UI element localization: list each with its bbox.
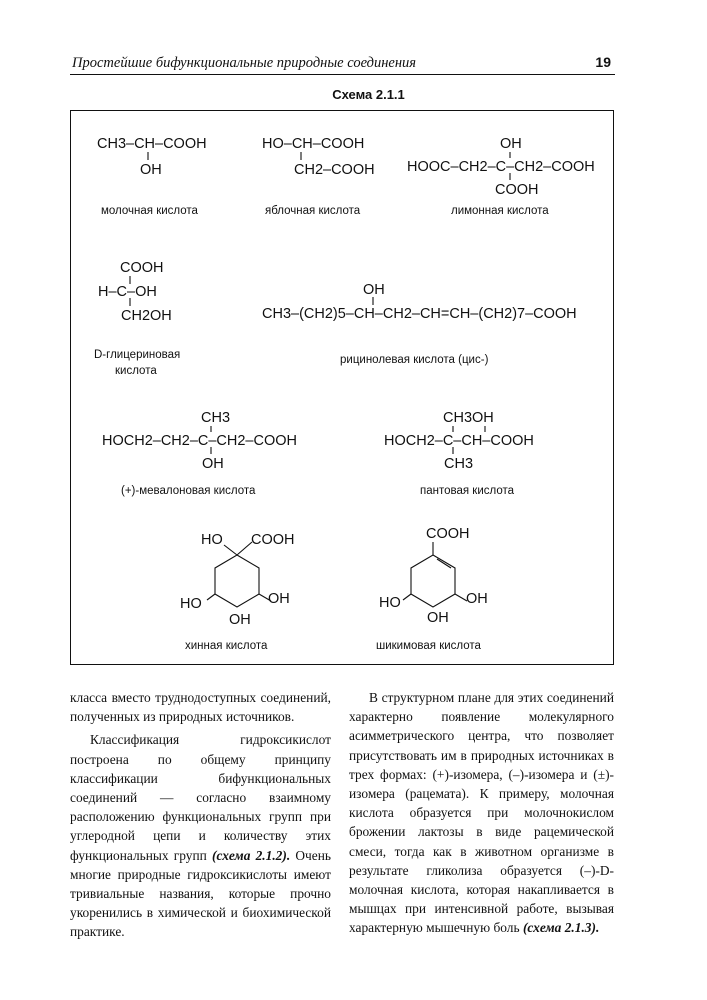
glyceric-middle: H–C–OH (98, 284, 157, 300)
mevalonic-name: (+)-мевалоновая кислота (121, 485, 256, 497)
glyceric-ch2oh: CH2OH (121, 308, 172, 324)
quinic-name: хинная кислота (185, 640, 268, 652)
citric-oh: OH (500, 136, 522, 152)
ricinoleic-oh: OH (363, 282, 385, 298)
citric-chain: HOOC–CH2–C–CH2–COOH (407, 159, 595, 175)
mevalonic-chain: HOCH2–CH2–C–CH2–COOH (102, 433, 297, 449)
right-paragraph-1-text: В структурном плане для этих соединений характерно появление молекулярного асимметрического центра, что позволяет присутствовать им в природных источниках в трех формах: (+)-изомера, (–)-изомера и (±)-изомера (рацемата). К примеру, молочная кислота образуется при молочнокислом брожении лактозы в виде рацемической смеси, тогда как в животном организме в результате гликолиза образуется (–)-D-молочная кислота, которая накапливается в мышцах при интенсивной работе, вызывая характерную мышечную боль (349, 690, 614, 936)
mevalonic-oh: OH (202, 456, 224, 472)
scheme-title: Схема 2.1.1 (332, 87, 405, 102)
quinic-ho-top: HO (201, 532, 223, 548)
lactic-chain: CH3–CH–COOH (97, 136, 207, 152)
glyceric-cooh: COOH (120, 260, 164, 276)
ricinoleic-name: рицинолевая кислота (цис-) (340, 354, 489, 366)
body-left-column (70, 688, 331, 942)
quinic-oh-right: OH (268, 591, 290, 607)
citric-name: лимонная кислота (451, 205, 549, 217)
lactic-name: молочная кислота (101, 205, 198, 217)
shikimic-ho-left: HO (379, 595, 401, 611)
body-right-column (349, 688, 614, 938)
running-title: Простейшие бифункциональные природные соединения (72, 55, 417, 71)
glyceric-name-1: D-глицериновая (94, 349, 181, 361)
glyceric-name-2: кислота (115, 365, 157, 377)
pantoic-ch3: CH3 (444, 456, 474, 472)
left-paragraph-1: класса вместо труднодоступных соединений, полученных из природных источников. (70, 690, 331, 725)
shikimic-oh-right: OH (466, 591, 488, 607)
quinic-cooh: COOH (251, 532, 295, 548)
pantoic-name: пантовая кислота (420, 485, 515, 497)
malic-line1: HO–CH–COOH (262, 136, 365, 152)
malic-line2: CH2–COOH (294, 162, 375, 178)
malic-name: яблочная кислота (265, 205, 361, 217)
page-number: 19 (595, 54, 611, 70)
quinic-ho-left: HO (180, 596, 202, 612)
left-paragraph-2-tail: Очень многие природные гидроксикислоты имеют тривиальные названия, которые прочно укоренились в химической и биохимической практике. (70, 847, 331, 940)
shikimic-oh-bottom: OH (427, 610, 449, 626)
left-paragraph-2 (70, 730, 331, 941)
ricinoleic-chain: CH3–(CH2)5–CH–CH2–CH=CH–(CH2)7–COOH (262, 306, 577, 322)
pantoic-top: CH3OH (443, 410, 494, 426)
left-paragraph-2-text: Классификация гидроксикислот построена по общему принципу классификации бифункциональных соединений — согласно взаимному расположению функциональных групп при углеродной цепи и количеству этих функциональных групп (70, 732, 331, 863)
shikimic-cooh: COOH (426, 526, 470, 542)
shikimic-name: шикимовая кислота (376, 640, 481, 652)
pantoic-chain: HOCH2–C–CH–COOH (384, 433, 534, 449)
scheme-ref-2-1-3: (схема 2.1.3). (522, 920, 600, 936)
right-paragraph-1 (349, 688, 614, 938)
citric-cooh: COOH (495, 182, 539, 198)
mevalonic-ch3: CH3 (201, 410, 231, 426)
quinic-oh-bottom: OH (229, 612, 251, 628)
lactic-oh: OH (140, 162, 162, 178)
scheme-ref-2-1-2: (схема 2.1.2). (212, 847, 291, 863)
